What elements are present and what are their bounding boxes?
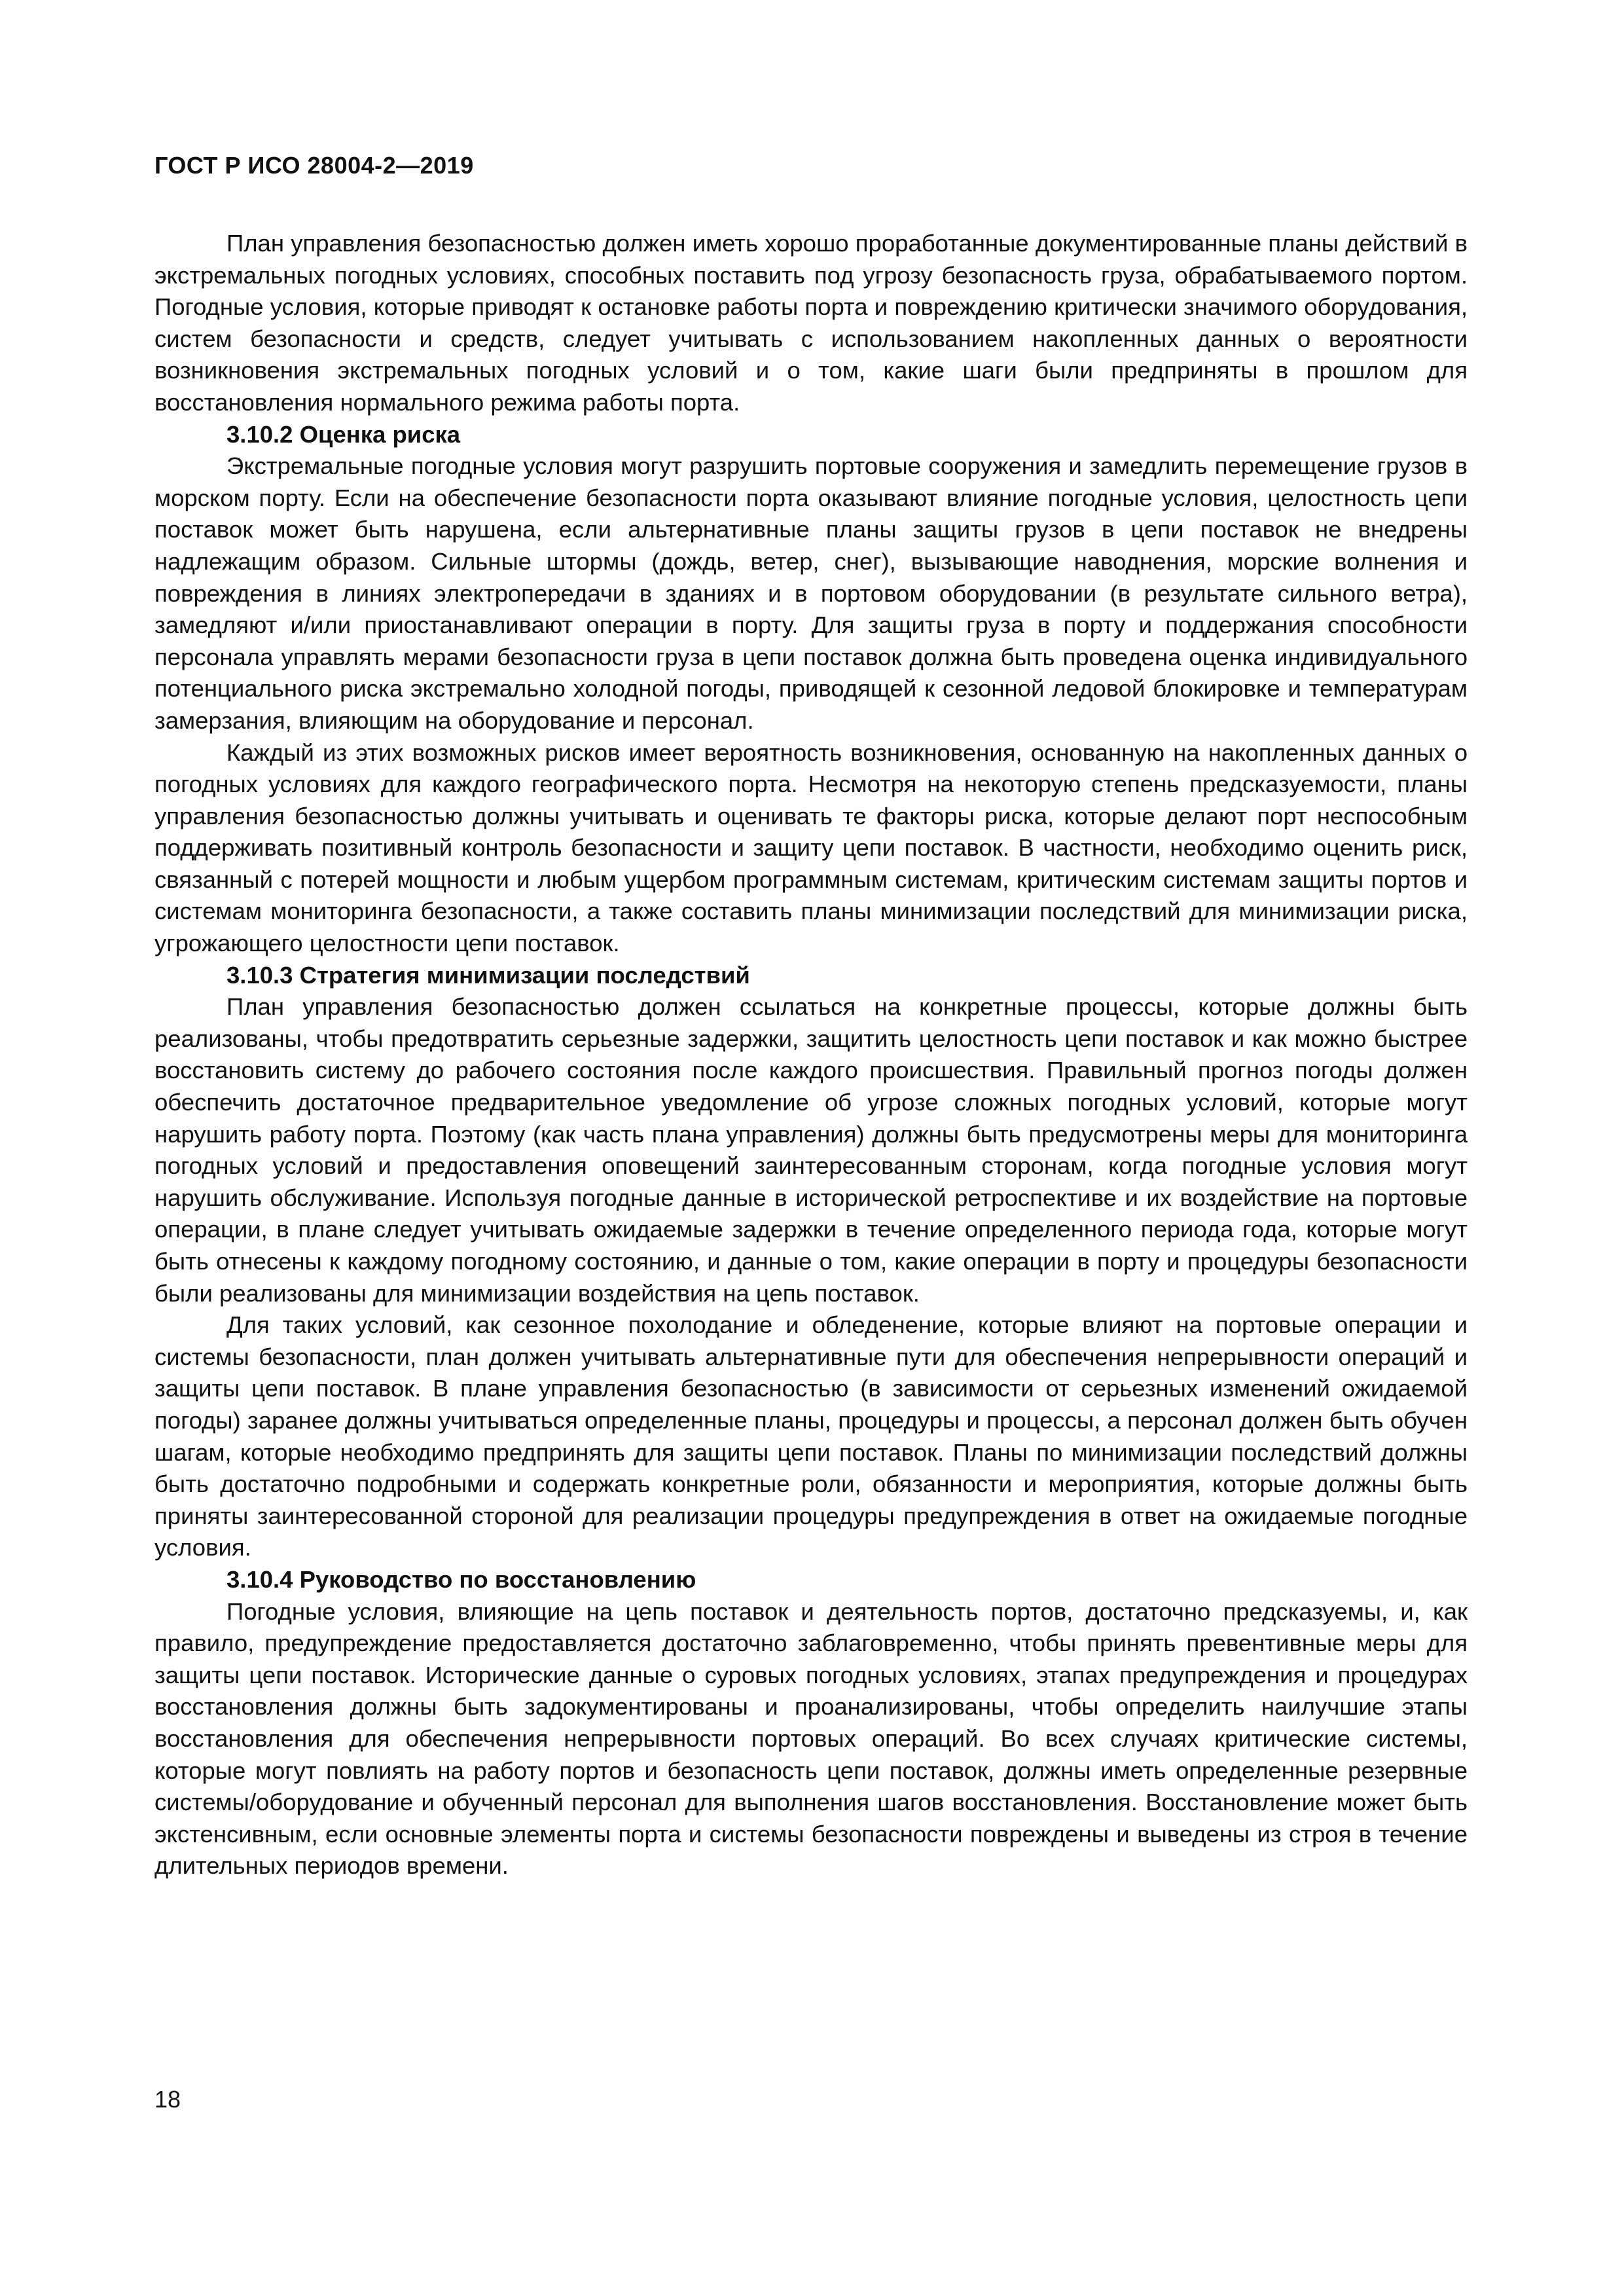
paragraph: Для таких условий, как сезонное похолодание и обледенение, которые влияют на портовые операции и системы безопасности, план должен учитывать альтернативные пути для обеспечения непрерывности операций и защиты цепи поставок. В плане управления безопасностью (в зависимости от серьезных изменений ожидаемой погоды) заранее должны учитываться определенные планы, процедуры и процессы, а персонал должен быть обучен шагам, которые необходимо предпринять для защиты цепи поставок. Планы по минимизации последствий должны быть достаточно подробными и содержать конкретные роли, обязанности и мероприятия, которые должны быть приняты заинтересованной стороной для реализации процедуры предупреждения в ответ на ожидаемые погодные условия. [154,1311,1468,1561]
paragraph: Погодные условия, влияющие на цепь поставок и деятельность портов, достаточно предсказуемы, и, как правило, предупреждение предоставляется достаточно заблаговременно, чтобы принять превентивные меры для защиты цепи поставок. Исторические данные о суровых погодных условиях, этапах предупреждения и процедурах восстановления должны быть задокументированы и проанализированы, чтобы определить наилучшие этапы восстановления для обеспечения непрерывности портовых операций. Во всех случаях критические системы, которые могут повлиять на работу портов и безопасность цепи поставок, должны иметь определенные резервные системы/оборудование и обученный персонал для выполнения шагов восстановления. Восстановление может быть экстенсивным, если основные элементы порта и системы безопасности повреждены и выведены из строя в течение длительных периодов времени. [154,1597,1468,1880]
section-heading-3-10-3: 3.10.3 Стратегия минимизации последствий [226,961,750,989]
section-heading-3-10-4: 3.10.4 Руководство по восстановлению [226,1565,696,1593]
paragraph: План управления безопасностью должен иметь хорошо проработанные документированные планы действий в экстремальных погодных условиях, способных поставить под угрозу безопасность груза, обрабатываемого портом. Погодные условия, которые приводят к остановке работы порта и повреждению критически значимого оборудования, систем безопасности и средств, следует учитывать с использованием накопленных данных о вероятности возникновения экстремальных погодных условий и о том, какие шаги были предприняты в прошлом для восстановления нормального режима работы порта. [154,230,1468,416]
paragraph: Экстремальные погодные условия могут разрушить портовые сооружения и замедлить перемещение грузов в морском порту. Если на обеспечение безопасности порта оказывают влияние погодные условия, целостность цепи поставок может быть нарушена, если альтернативные планы защиты грузов в цепи поставок не внедрены надлежащим образом. Сильные штормы (дождь, ветер, снег), вызывающие наводнения, морские волнения и повреждения в линиях электропередачи в зданиях и в портовом оборудовании (в результате сильного ветра), замедляют и/или приостанавливают операции в порту. Для защиты груза в порту и поддержания способности персонала управлять мерами безопасности груза в цепи поставок должна быть проведена оценка индивидуального потенциального риска экстремально холодной погоды, приводящей к сезонной ледовой блокировке и температурам замерзания, влияющим на оборудование и персонал. [154,452,1468,734]
paragraph: План управления безопасностью должен ссылаться на конкретные процессы, которые должны быть реализованы, чтобы предотвратить серьезные задержки, защитить целостность цепи поставок и как можно быстрее восстановить систему до рабочего состояния после каждого происшествия. Правильный прогноз погоды должен обеспечить достаточное предварительное уведомление об угрозе сложных погодных условий, которые могут нарушить работу порта. Поэтому (как часть плана управления) должны быть предусмотрены меры для мониторинга погодных условий и предоставления оповещений заинтересованным сторонам, когда погодные условия могут нарушить обслуживание. Используя погодные данные в исторической ретроспективе и их воздействие на портовые операции, в плане следует учитывать ожидаемые задержки в течение определенного периода года, которые могут быть отнесены к каждому погодному состоянию, и данные о том, какие операции в порту и процедуры безопасности были реализованы для минимизации воздействия на цепь поставок. [154,993,1468,1307]
paragraph: Каждый из этих возможных рисков имеет вероятность возникновения, основанную на накопленных данных о погодных условиях для каждого географического порта. Несмотря на некоторую степень предсказуемости, планы управления безопасностью должны учитывать и оценивать те факторы риска, которые делают порт неспособным поддерживать позитивный контроль безопасности и защиту цепи поставок. В частности, необходимо оценить риск, связанный с потерей мощности и любым ущербом программным системам, критическим системам защиты портов и системам мониторинга безопасности, а также составить планы минимизации последствий для минимизации риска, угрожающего целостности цепи поставок. [154,738,1468,957]
page-number: 18 [154,2086,181,2113]
document-body [154,228,1468,1882]
document-header: ГОСТ Р ИСО 28004-2—2019 [154,152,474,179]
section-heading-3-10-2: 3.10.2 Оценка риска [226,420,461,448]
